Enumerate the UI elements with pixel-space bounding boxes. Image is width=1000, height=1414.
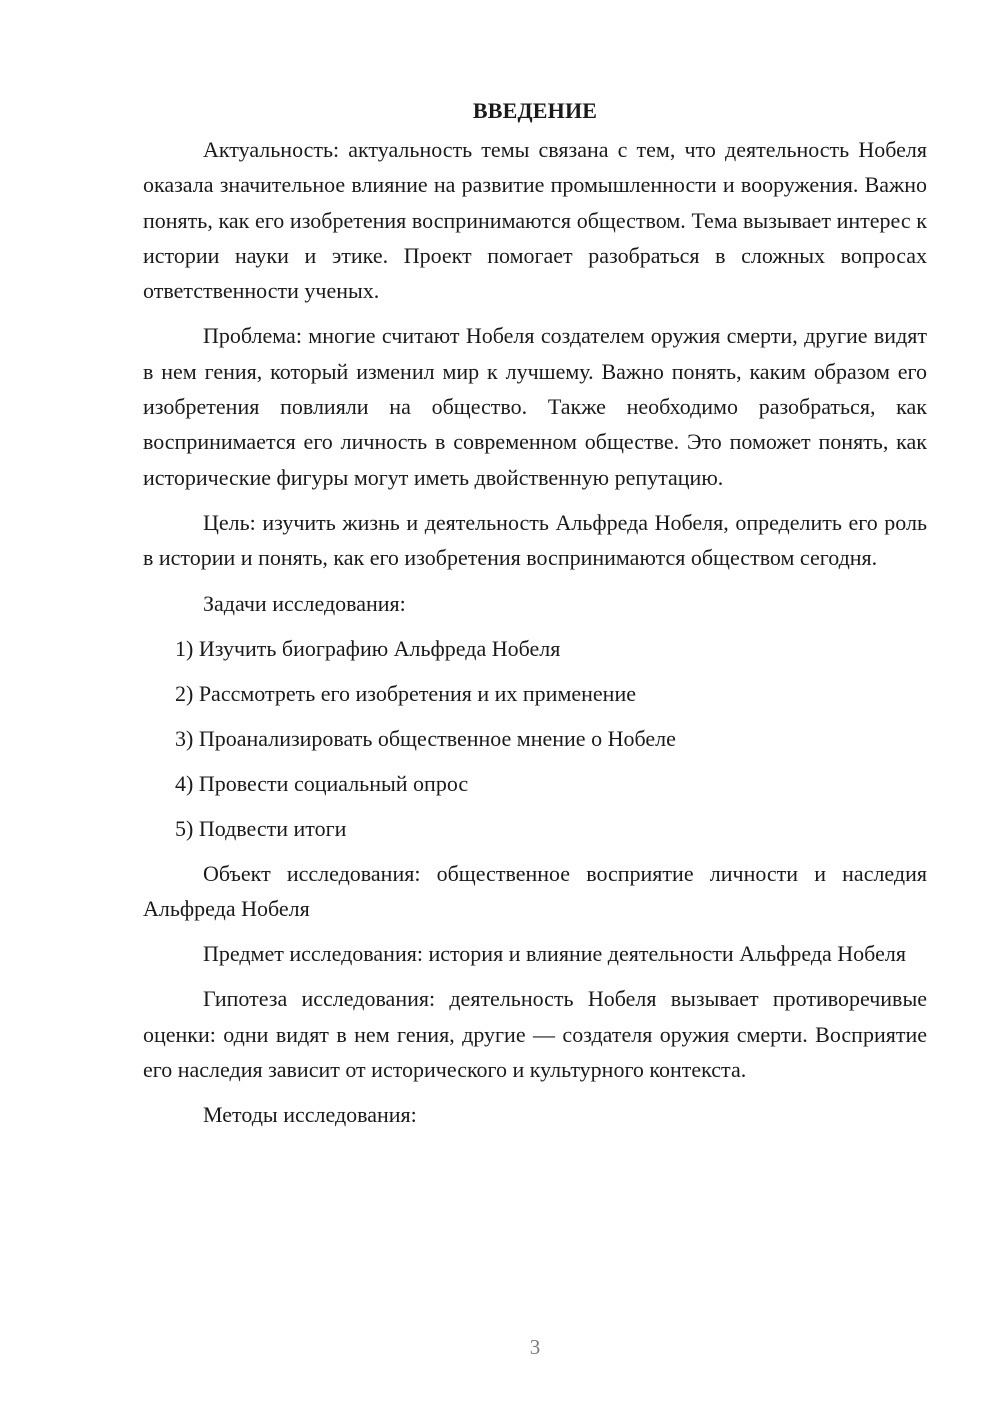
problem-paragraph: Проблема: многие считают Нобеля создателем оружия смерти, другие видят в нем гения, который изменил мир к лучшему. Важно понять, каким образом его изобретения повлияли на общество. Также необходимо разобраться, как воспринимается его личность в современном обществе. Это поможет понять, как исторические фигуры могут иметь двойственную репутацию. <box>143 323 927 490</box>
methods-label: Методы исследования: <box>203 1102 417 1128</box>
tasks-label: Задачи исследования: <box>203 590 406 616</box>
goal-paragraph: Цель: изучить жизнь и деятельность Альфреда Нобеля, определить его роль в истории и понять, как его изобретения воспринимаются обществом сегодня. <box>143 509 927 571</box>
subject-paragraph: Предмет исследования: история и влияние деятельности Альфреда Нобеля <box>203 941 906 967</box>
page-content <box>143 95 927 1142</box>
list-item: 2) Рассмотреть его изобретения и их применение <box>175 680 636 706</box>
section-heading: ВВЕДЕНИЕ <box>472 98 598 123</box>
list-item: 4) Провести социальный опрос <box>175 770 469 796</box>
hypothesis-paragraph: Гипотеза исследования: деятельность Нобеля вызывает противоречивые оценки: одни видят в нем гения, другие — создателя оружия смерти. Восприятие его наследия зависит от исторического и культурного контекста. <box>143 986 927 1083</box>
list-item: 3) Проанализировать общественное мнение о Нобеле <box>175 725 676 751</box>
list-item: 5) Подвести итоги <box>175 815 347 841</box>
list-item: 1) Изучить биографию Альфреда Нобеля <box>175 635 561 661</box>
tasks-list <box>143 631 927 846</box>
page-number: 3 <box>529 1335 541 1359</box>
object-paragraph: Объект исследования: общественное восприятие личности и наследия Альфреда Нобеля <box>143 860 927 921</box>
relevance-paragraph: Актуальность: актуальность темы связана с тем, что деятельность Нобеля оказала значительное влияние на развитие промышленности и вооружения. Важно понять, как его изобретения воспринимаются обществом. Тема вызывает интерес к истории науки и этике. Проект помогает разобраться в сложных вопросах ответственности ученых. <box>143 137 927 304</box>
